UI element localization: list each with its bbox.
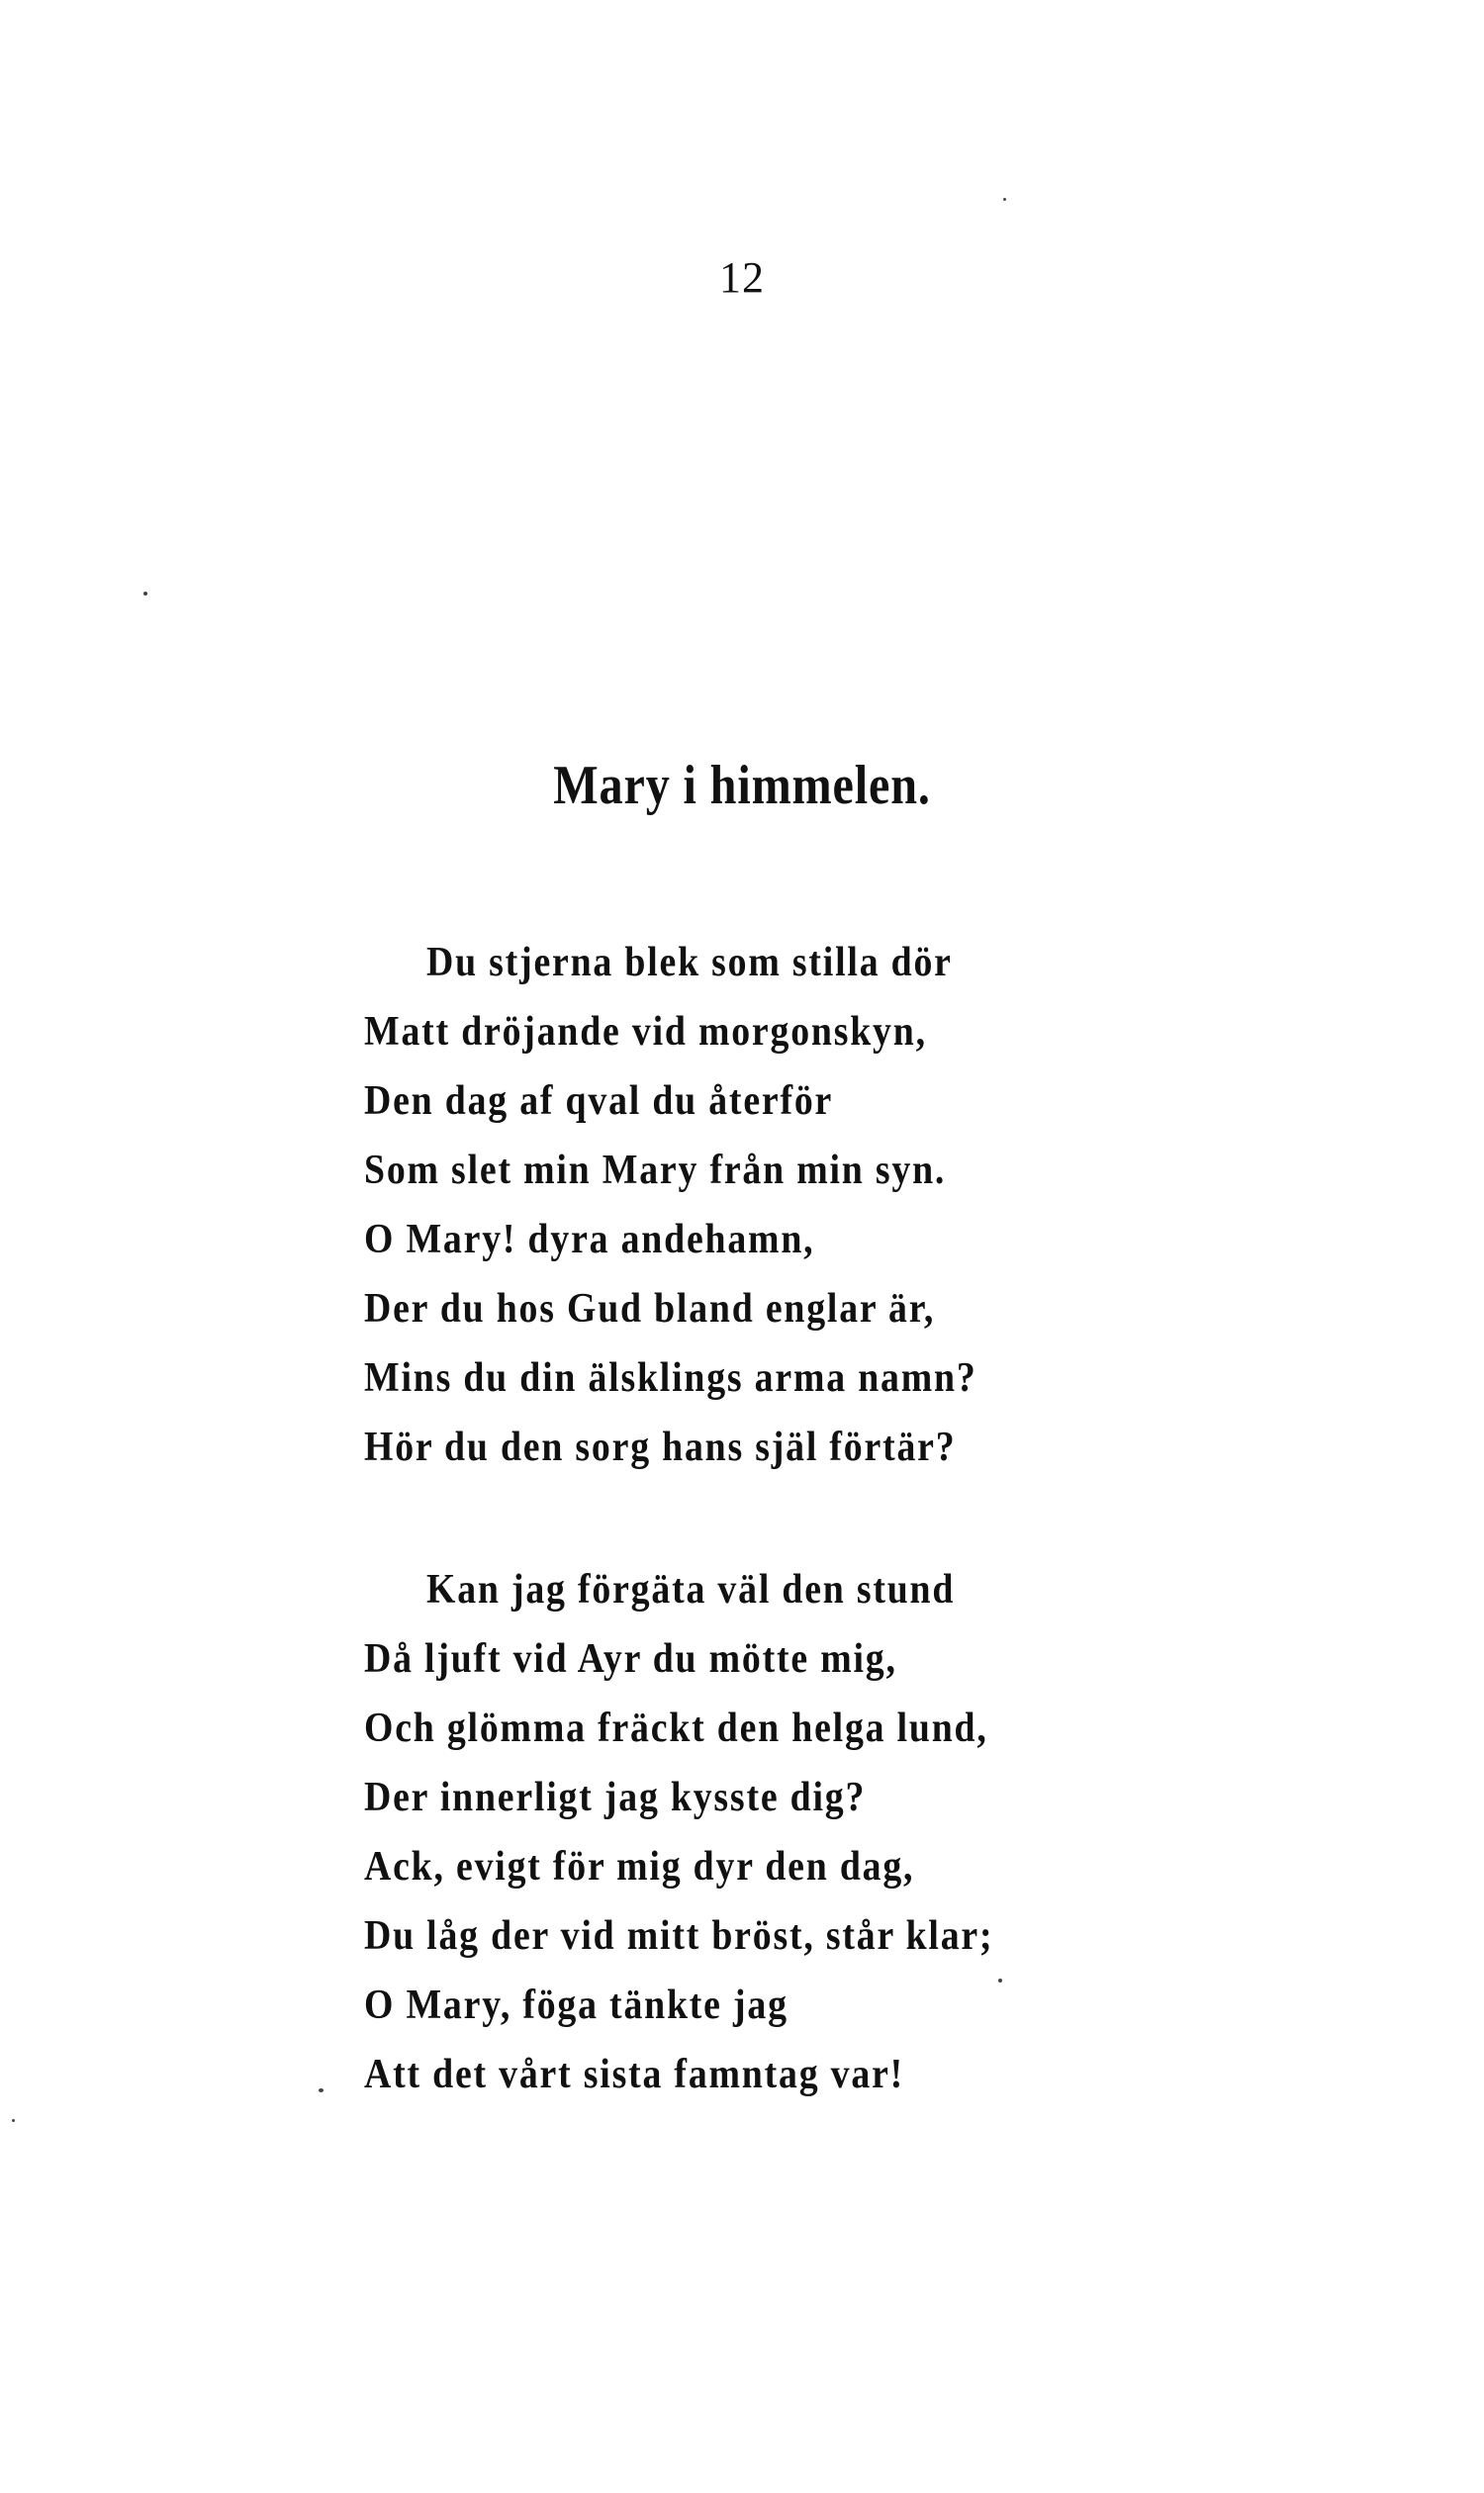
verse-line: O Mary, föga tänkte jag <box>364 1983 788 2028</box>
verse-line: Ack, evigt för mig dyr den dag, <box>364 1844 915 1890</box>
verse-line: Der innerligt jag kysste dig? <box>364 1775 867 1820</box>
verse-line: O Mary! dyra andehamn, <box>364 1217 815 1262</box>
paper-speck <box>998 1979 1002 1983</box>
verse-line: Den dag af qval du återför <box>364 1078 834 1124</box>
verse-line: Du låg der vid mitt bröst, står klar; <box>364 1913 994 1959</box>
stanza-2 <box>364 1555 1064 2109</box>
paper-speck <box>319 2088 324 2092</box>
verse-line: Kan jag förgäta väl den stund <box>426 1567 956 1613</box>
poem-title: Mary i himmelen. <box>553 755 931 816</box>
verse-line: Matt dröjande vid morgonskyn, <box>364 1009 927 1055</box>
verse-line: Der du hos Gud bland englar är, <box>364 1286 936 1332</box>
verse-line: Och glömma fräckt den helga lund, <box>364 1706 988 1751</box>
verse-line: Som slet min Mary från min syn. <box>364 1148 947 1193</box>
verse-line: Mins du din älsklings arma namn? <box>364 1355 977 1401</box>
verse-line: Då ljuft vid Ayr du mötte mig, <box>364 1636 897 1682</box>
stanza-1 <box>364 928 1045 1482</box>
verse-line: Hör du den sorg hans själ förtär? <box>364 1425 957 1470</box>
page-number: 12 <box>719 253 765 302</box>
verse-line: Du stjerna blek som stilla dör <box>426 940 953 985</box>
verse-line: Att det vårt sista famntag var! <box>364 2052 905 2097</box>
paper-speck <box>1003 198 1006 201</box>
paper-speck <box>143 592 147 596</box>
paper-speck <box>12 2119 15 2122</box>
